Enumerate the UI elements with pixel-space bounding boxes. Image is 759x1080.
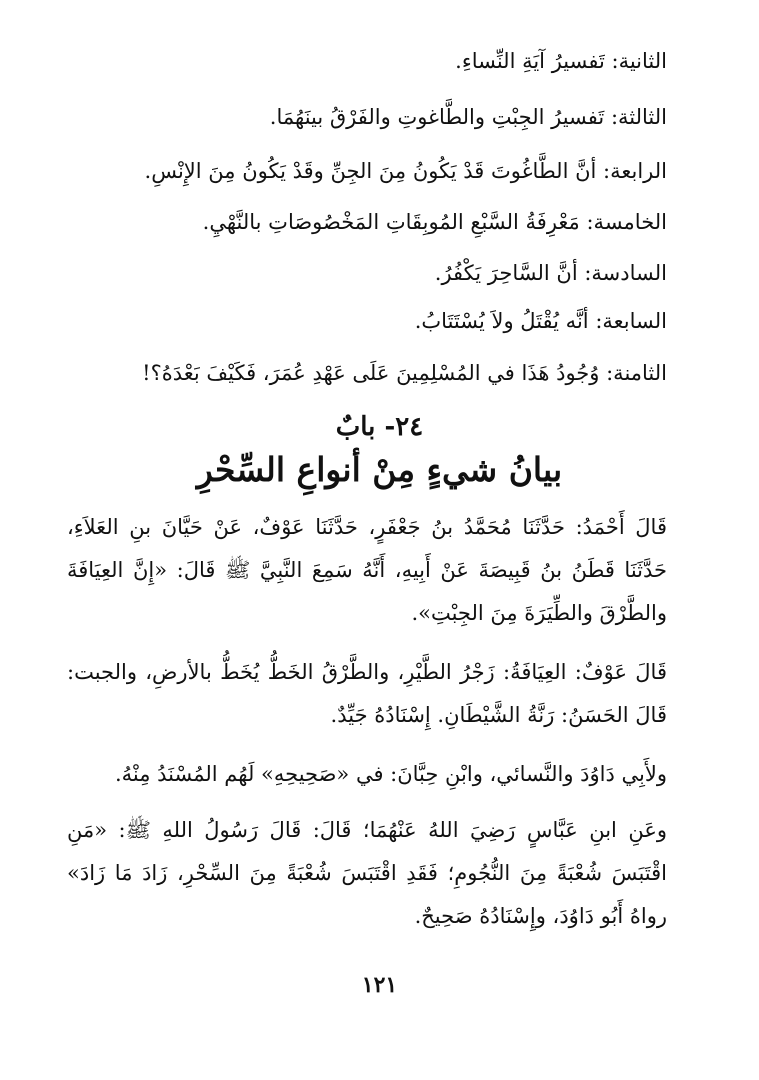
page-number: ١٢١ [361,972,398,998]
paragraph-hadith-ahmad: قَالَ أَحْمَدُ: حَدَّثَنَا مُحَمَّدُ بنُ جَعْفَرٍ، حَدَّثَنَا عَوْفٌ، عَنْ حَيَّانَ بنِ العَلاَءِ، حَدَّثَنَا قَطَنُ بنُ قَبِيصَةَ عَنْ أَبِيهِ، أَنَّهُ سَمِعَ النَّبِيَّ ﷺ قَالَ: «إِنَّ العِيَافَةَ والطَّرْقَ والطِّيَرَةَ مِنَ الجِبْتِ». [67,515,667,625]
point-label: السادسة: [584,261,667,285]
point-text: مَعْرِفَةُ السَّبْعِ المُوبِقَاتِ المَخْصُوصَاتِ بالنَّهْيِ. [202,210,580,234]
point-text: أنَّ السَّاحِرَ يَكْفُرُ. [434,261,578,285]
point-text: تَفسيرُ الجِبْتِ والطَّاغوتِ والفَرْقُ بينَهُمَا. [269,105,605,129]
point-text: أنَّه يُقْتَلُ ولاَ يُسْتَتَابُ. [414,309,589,333]
point-8 [67,358,667,388]
chapter-number: ٢٤- بابٌ [335,412,424,442]
chapter-title: بيانُ شيءٍ مِنْ أنواعِ السِّحْرِ [196,450,563,489]
point-text: تَفسيرُ آيَةِ النِّساءِ. [455,49,605,73]
point-label: الثانية: [611,49,667,73]
point-label: الثالثة: [610,105,667,129]
point-label: السابعة: [595,309,667,333]
point-4 [67,156,667,186]
point-6 [67,258,667,288]
paragraph-ibn-abbas: وعَنِ ابنِ عَبَّاسٍ رَضِيَ اللهُ عَنْهُمَا؛ قَالَ: قَالَ رَسُولُ اللهِ ﷺ: «مَنِ اقْتَبَسَ شُعْبَةً مِنَ النُّجُومِ؛ فَقَدِ اقْتَبَسَ شُعْبَةً مِنَ السِّحْرِ، زَادَ مَا زَادَ» رواهُ أَبُو دَاوُدَ، وإِسْنَادُهُ صَحِيحٌ. [67,818,667,928]
point-label: الثامنة: [606,361,667,385]
point-3 [67,102,667,132]
point-5 [67,207,667,237]
point-text: وُجُودُ هَذَا في المُسْلِمِينَ عَلَى عَهْدِ عُمَرَ، فَكَيْفَ بَعْدَهُ؟! [142,361,600,385]
paragraph-abu-dawud: ولأَبِي دَاوُدَ والنَّسائي، وابْنِ حِبَّانَ: في «صَحِيحِهِ» لَهُم المُسْنَدُ مِنْهُ. [114,762,667,786]
point-text: أنَّ الطَّاغُوتَ قَدْ يَكُونُ مِنَ الجِنِّ وقَدْ يَكُونُ مِنَ الإِنْسِ. [144,159,597,183]
paragraph-awf-explanation: قَالَ عَوْفٌ: العِيَافَةُ: زَجْرُ الطَّيْرِ، والطَّرْقُ الخَطُّ يُخَطُّ بالأرضِ، والجبت: قَالَ الحَسَنُ: رَنَّةُ الشَّيْطَانِ. إِسْنَادُهُ جَيِّدٌ. [67,660,667,727]
point-7 [67,306,667,336]
point-2 [67,46,667,76]
point-label: الخامسة: [586,210,667,234]
point-label: الرابعة: [603,159,667,183]
